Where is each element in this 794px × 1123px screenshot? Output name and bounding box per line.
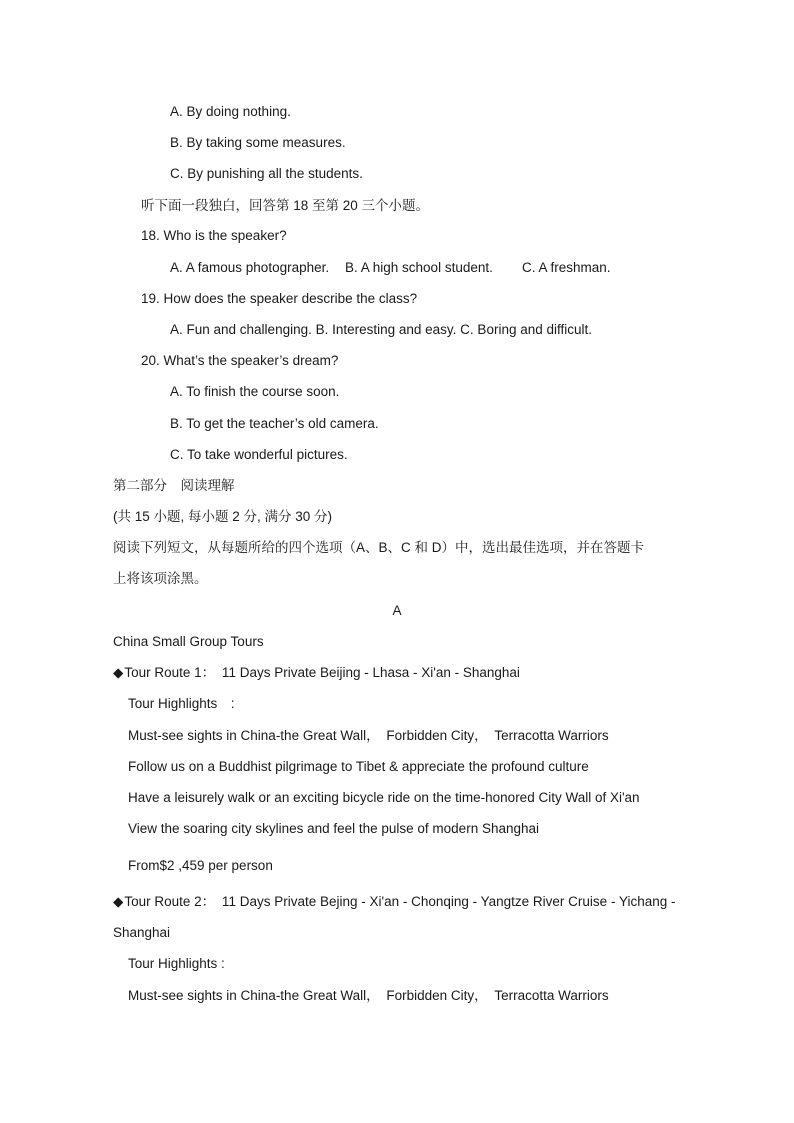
question-19: 19. How does the speaker describe the class? bbox=[141, 291, 418, 306]
q18-option-b: B. A high school student. bbox=[345, 260, 493, 275]
route1-highlight: Must-see sights in China-the Great Wall， Forbidden City， Terracotta Warriors bbox=[128, 728, 609, 743]
route1-heading-text: Tour Route 1： 11 Days Private Beijing - Lhasa - Xi'an - Shanghai bbox=[124, 665, 520, 680]
part2-instruction-line2: 上将该项涂黑。 bbox=[113, 571, 208, 586]
passage-label: A bbox=[392, 603, 402, 618]
route1-highlight: View the soaring city skylines and feel the pulse of modern Shanghai bbox=[128, 821, 539, 836]
q19-options: A. Fun and challenging. B. Interesting and easy. C. Boring and difficult. bbox=[170, 322, 593, 337]
route1-highlight: Follow us on a Buddhist pilgrimage to Tibet & appreciate the profound culture bbox=[128, 759, 589, 774]
route1-highlight: Have a leisurely walk or an exciting bicycle ride on the time-honored City Wall of Xi'an bbox=[128, 790, 640, 805]
route2-highlight: Must-see sights in China-the Great Wall， Forbidden City， Terracotta Warriors bbox=[128, 988, 609, 1003]
route2-heading-text: Tour Route 2： 11 Days Private Bejing - Xi'an - Chonqing - Yangtze River Cruise - Yichang - bbox=[124, 894, 676, 909]
q20-option-b: B. To get the teacher’s old camera. bbox=[170, 416, 379, 431]
route1-price: From$2 ,459 per person bbox=[128, 858, 273, 873]
route1-heading bbox=[113, 664, 520, 682]
question-18: 18. Who is the speaker? bbox=[141, 228, 287, 243]
question-20: 20. What’s the speaker’s dream? bbox=[141, 353, 339, 368]
listening-instruction: 听下面一段独白，回答第 18 至第 20 三个小题。 bbox=[141, 198, 430, 213]
passage-title: China Small Group Tours bbox=[113, 634, 264, 649]
q20-option-c: C. To take wonderful pictures. bbox=[170, 447, 348, 462]
diamond-bullet-icon: ◆ bbox=[113, 894, 124, 909]
part2-scoring: (共 15 小题, 每小题 2 分, 满分 30 分) bbox=[113, 509, 333, 524]
part2-title: 第二部分 阅读理解 bbox=[113, 478, 235, 493]
option-b-prev: B. By taking some measures. bbox=[170, 135, 346, 150]
part2-instruction-line1: 阅读下列短文，从每题所给的四个选项（A、B、C 和 D）中，选出最佳选项，并在答题卡 bbox=[113, 540, 645, 555]
route2-heading bbox=[113, 893, 675, 911]
route1-highlights-label: Tour Highlights : bbox=[128, 696, 235, 711]
q18-option-c: C. A freshman. bbox=[522, 260, 611, 275]
diamond-bullet-icon: ◆ bbox=[113, 665, 124, 680]
route2-heading-continued: Shanghai bbox=[113, 925, 171, 940]
option-a-prev: A. By doing nothing. bbox=[170, 104, 291, 119]
q18-option-a: A. A famous photographer. bbox=[170, 260, 330, 275]
option-c-prev: C. By punishing all the students. bbox=[170, 166, 363, 181]
q20-option-a: A. To finish the course soon. bbox=[170, 384, 340, 399]
route2-highlights-label: Tour Highlights : bbox=[128, 956, 225, 971]
